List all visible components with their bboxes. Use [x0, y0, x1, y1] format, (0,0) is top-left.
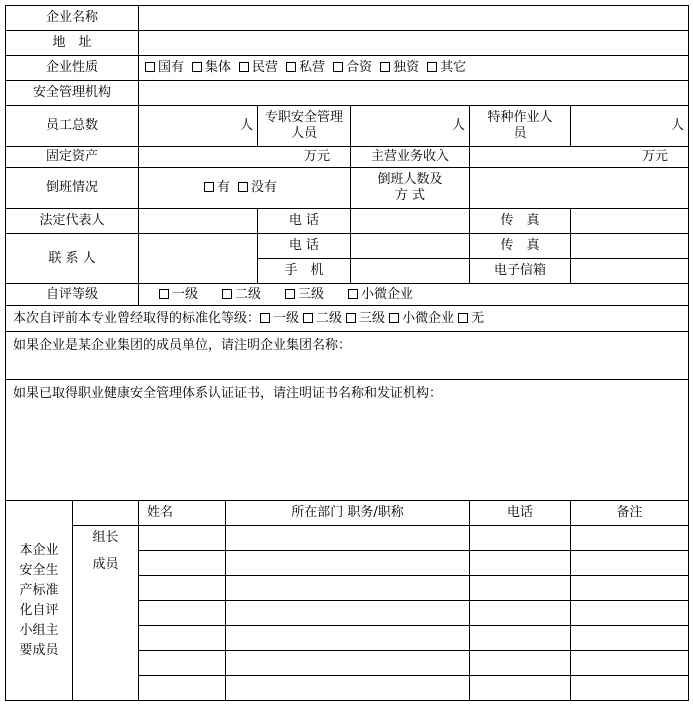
team-header-dept: 所在部门 职务/职称: [226, 501, 470, 526]
team-cell[interactable]: [571, 576, 689, 601]
team-cell[interactable]: [139, 676, 226, 701]
nature-options: [139, 56, 689, 81]
contact-phone-label: 电 话: [258, 234, 351, 259]
team-cell[interactable]: [470, 601, 571, 626]
team-leader-label: 组长: [73, 526, 139, 551]
staff-total-field[interactable]: [139, 106, 258, 147]
team-cell[interactable]: [139, 576, 226, 601]
team-row-member: [6, 551, 689, 576]
row-group-note: [6, 332, 689, 380]
checkbox-icon[interactable]: [348, 289, 358, 299]
team-cell[interactable]: [226, 551, 470, 576]
legal-rep-fax-field[interactable]: [571, 209, 689, 234]
previous-level-label: 本次自评前本专业曾经取得的标准化等级：: [13, 310, 261, 326]
legal-rep-fax-label: 传 真: [470, 209, 571, 234]
nature-option-5[interactable]: 独资: [380, 60, 419, 76]
team-cell[interactable]: [139, 551, 226, 576]
contact-email-field[interactable]: [571, 259, 689, 284]
company-name-label: 企业名称: [6, 6, 139, 31]
checkbox-icon[interactable]: [159, 289, 169, 299]
checkbox-icon[interactable]: [380, 62, 390, 72]
previous-level-option-2[interactable]: 三级: [346, 311, 385, 327]
team-cell[interactable]: [139, 601, 226, 626]
team-cell[interactable]: [470, 676, 571, 701]
team-cell[interactable]: [139, 651, 226, 676]
checkbox-icon[interactable]: [204, 182, 214, 192]
team-cell[interactable]: [226, 676, 470, 701]
team-header-empty: [73, 501, 139, 526]
checkbox-icon[interactable]: [260, 313, 270, 323]
shift-option-no[interactable]: 没有: [238, 180, 277, 196]
team-row-leader: [6, 526, 689, 551]
previous-level-option-4[interactable]: 无: [458, 311, 484, 327]
nature-option-2[interactable]: 民营: [239, 60, 278, 76]
row-assets: [6, 147, 689, 168]
self-rating-option-0[interactable]: 一级: [159, 287, 198, 303]
cert-note-label: 如果已取得职业健康安全管理体系认证证书，请注明证书名称和发证机构：: [13, 386, 443, 401]
shift-count-field[interactable]: [470, 168, 689, 209]
team-section-label: 本企业安全生产标准化自评小组主要成员: [19, 542, 59, 658]
checkbox-icon[interactable]: [333, 62, 343, 72]
nature-label: 企业性质: [6, 56, 139, 81]
nature-option-3[interactable]: 私营: [286, 60, 325, 76]
contact-label: 联 系 人: [6, 234, 139, 284]
team-section-cell: [6, 501, 73, 701]
team-cell[interactable]: [470, 576, 571, 601]
team-cell[interactable]: [571, 676, 689, 701]
row-cert-note: [6, 380, 689, 501]
row-safety-org: [6, 81, 689, 106]
contact-name-field[interactable]: [139, 234, 258, 284]
checkbox-icon[interactable]: [239, 62, 249, 72]
address-field[interactable]: [139, 31, 689, 56]
team-cell[interactable]: [571, 526, 689, 551]
legal-rep-label: 法定代表人: [6, 209, 139, 234]
revenue-unit: 万元: [641, 149, 668, 164]
legal-rep-phone-field[interactable]: [351, 209, 470, 234]
address-label: 地 址: [6, 31, 139, 56]
contact-email-label: 电子信箱: [470, 259, 571, 284]
shift-count-label: 倒班人数及 方 式: [351, 168, 470, 209]
staff-total-unit: 人: [239, 118, 253, 133]
team-cell[interactable]: [139, 526, 226, 551]
enterprise-registration-table: [5, 5, 689, 701]
row-company-name: [6, 6, 689, 31]
row-staff: [6, 106, 689, 147]
contact-fax-field[interactable]: [571, 234, 689, 259]
team-header-name: 姓名: [139, 501, 226, 526]
team-cell[interactable]: [571, 551, 689, 576]
self-rating-option-3[interactable]: 小微企业: [348, 287, 413, 303]
checkbox-icon[interactable]: [192, 62, 202, 72]
special-ops-label: 特种作业人 员: [470, 106, 571, 147]
row-address: [6, 31, 689, 56]
previous-level-option-0[interactable]: 一级: [260, 311, 299, 327]
team-header-phone: 电话: [470, 501, 571, 526]
team-cell[interactable]: [226, 651, 470, 676]
team-cell[interactable]: [226, 526, 470, 551]
row-contact-1: [6, 234, 689, 259]
nature-option-0[interactable]: 国有: [145, 60, 184, 76]
special-ops-field[interactable]: [571, 106, 689, 147]
contact-phone-field[interactable]: [351, 234, 470, 259]
team-member-label: 成员: [73, 551, 139, 701]
team-cell[interactable]: [226, 626, 470, 651]
staff-total-label: 员工总数: [6, 106, 139, 147]
safety-org-label: 安全管理机构: [6, 81, 139, 106]
team-cell[interactable]: [571, 651, 689, 676]
safety-staff-label: 专职安全管理人员: [258, 106, 351, 147]
checkbox-icon[interactable]: [222, 289, 232, 299]
self-rating-option-1[interactable]: 二级: [222, 287, 261, 303]
shift-option-yes[interactable]: 有: [204, 180, 230, 196]
checkbox-icon[interactable]: [458, 313, 468, 323]
self-rating-label: 自评等级: [6, 284, 139, 306]
team-cell[interactable]: [571, 626, 689, 651]
fixed-assets-unit: 万元: [303, 149, 330, 164]
contact-mobile-field[interactable]: [351, 259, 470, 284]
nature-option-6[interactable]: 其它: [427, 60, 466, 76]
team-cell[interactable]: [226, 576, 470, 601]
fixed-assets-label: 固定资产: [6, 147, 139, 168]
legal-rep-phone-label: 电 话: [258, 209, 351, 234]
checkbox-icon[interactable]: [145, 62, 155, 72]
shift-label: 倒班情况: [6, 168, 139, 209]
fixed-assets-field[interactable]: [139, 147, 351, 168]
team-cell[interactable]: [470, 651, 571, 676]
contact-mobile-label: 手 机: [258, 259, 351, 284]
group-note-field[interactable]: [6, 332, 689, 380]
team-cell[interactable]: [470, 551, 571, 576]
row-legal-rep: [6, 209, 689, 234]
team-header-row: [6, 501, 689, 526]
team-cell[interactable]: [571, 601, 689, 626]
team-cell[interactable]: [226, 601, 470, 626]
special-ops-unit: 人: [670, 118, 684, 133]
company-name-field[interactable]: [139, 6, 689, 31]
checkbox-icon[interactable]: [238, 182, 248, 192]
checkbox-icon[interactable]: [427, 62, 437, 72]
team-header-note: 备注: [571, 501, 689, 526]
previous-level-cell: [6, 306, 689, 332]
nature-option-4[interactable]: 合资: [333, 60, 372, 76]
team-cell[interactable]: [470, 626, 571, 651]
safety-staff-field[interactable]: [351, 106, 470, 147]
cert-note-field[interactable]: [6, 380, 689, 501]
row-shift: [6, 168, 689, 209]
row-nature: [6, 56, 689, 81]
revenue-field[interactable]: [470, 147, 689, 168]
contact-fax-label: 传 真: [470, 234, 571, 259]
safety-org-field[interactable]: [139, 81, 689, 106]
shift-options: [139, 168, 351, 209]
checkbox-icon[interactable]: [286, 62, 296, 72]
group-note-label: 如果企业是某企业集团的成员单位，请注明企业集团名称：: [13, 338, 352, 353]
row-self-rating: [6, 284, 689, 306]
revenue-label: 主营业务收入: [351, 147, 470, 168]
checkbox-icon[interactable]: [346, 313, 356, 323]
nature-option-1[interactable]: 集体: [192, 60, 231, 76]
self-rating-option-2[interactable]: 三级: [285, 287, 324, 303]
team-cell[interactable]: [470, 526, 571, 551]
row-previous-level: [6, 306, 689, 332]
safety-staff-unit: 人: [451, 118, 465, 133]
previous-level-option-1[interactable]: 二级: [303, 311, 342, 327]
self-rating-options: [139, 284, 689, 306]
legal-rep-field[interactable]: [139, 209, 258, 234]
team-cell[interactable]: [139, 626, 226, 651]
checkbox-icon[interactable]: [389, 313, 399, 323]
previous-level-option-3[interactable]: 小微企业: [389, 311, 454, 327]
checkbox-icon[interactable]: [285, 289, 295, 299]
checkbox-icon[interactable]: [303, 313, 313, 323]
